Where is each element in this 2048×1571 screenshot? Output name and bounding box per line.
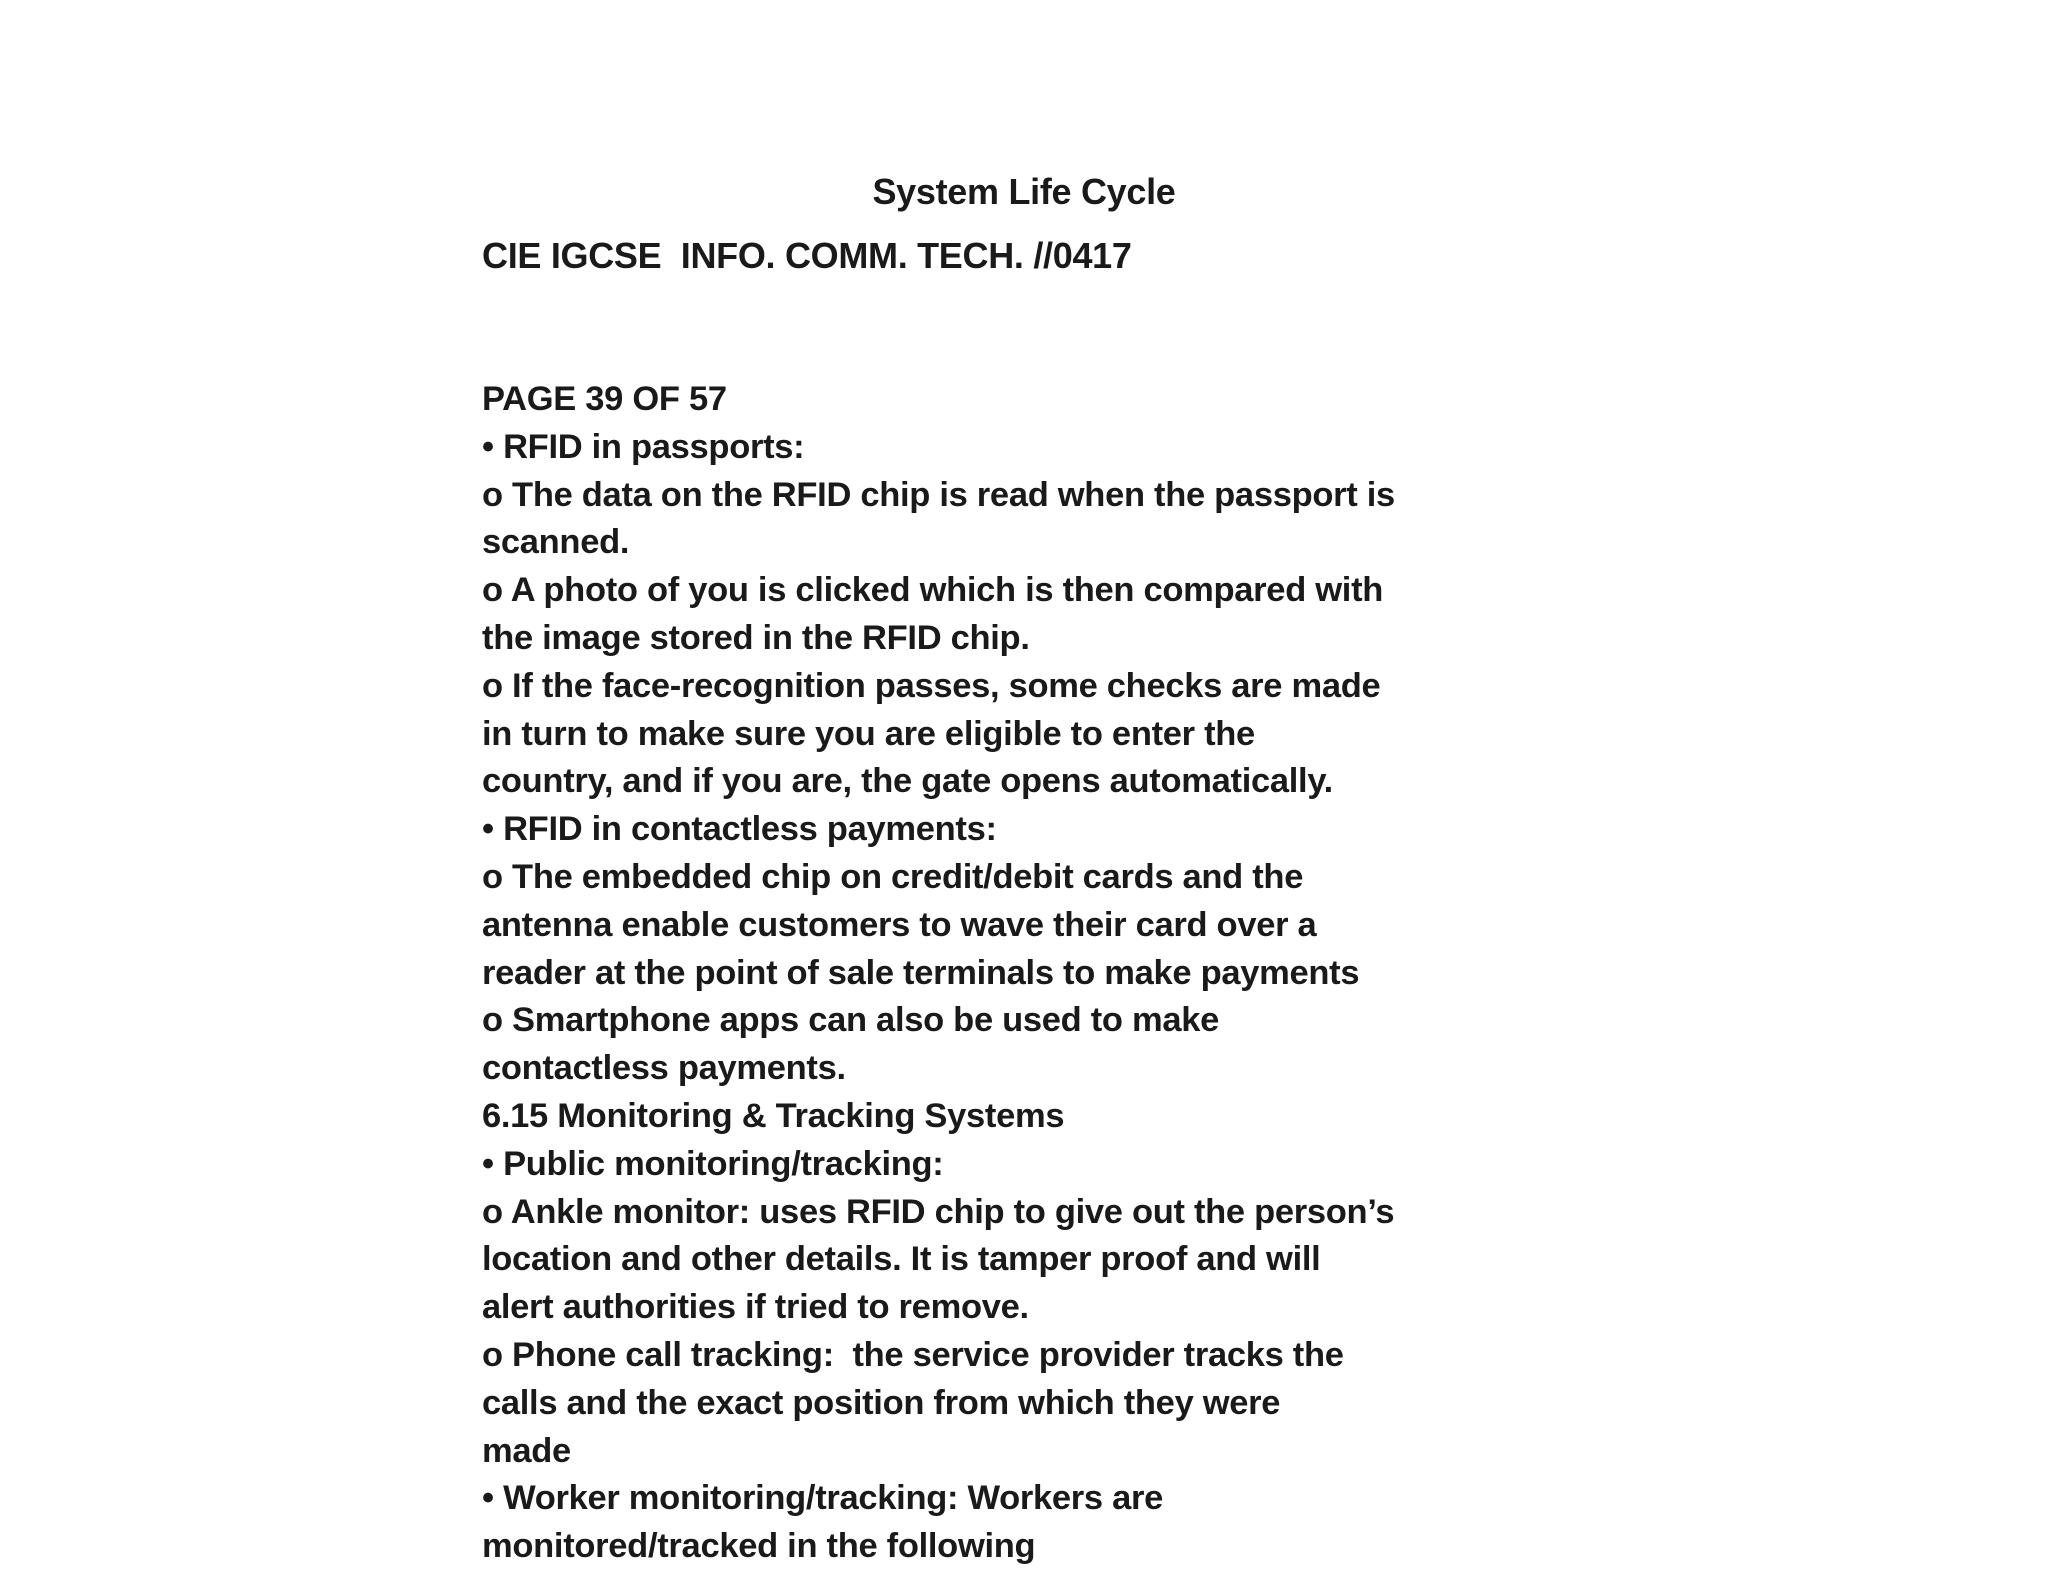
- section-heading: 6.15 Monitoring & Tracking Systems: [482, 1096, 1065, 1135]
- text-line: reader at the point of sale terminals to make payments: [482, 953, 1360, 992]
- text-line: country, and if you are, the gate opens automatically.: [482, 762, 1333, 801]
- text-line: o Smartphone apps can also be used to make: [482, 1001, 1220, 1040]
- text-line: • RFID in contactless payments:: [482, 810, 997, 849]
- text-line: location and other details. It is tamper proof and will: [482, 1240, 1321, 1279]
- text-line: alert authorities if tried to remove.: [482, 1288, 1029, 1327]
- text-line: o The embedded chip on credit/debit cards and the: [482, 857, 1304, 896]
- text-line: o If the face-recognition passes, some checks are made: [482, 666, 1381, 705]
- text-line: o Phone call tracking: the service provider tracks the: [482, 1335, 1344, 1374]
- course-header: CIE IGCSE INFO. COMM. TECH. //0417: [482, 235, 1132, 276]
- document-body: [482, 376, 1442, 1571]
- text-line: in turn to make sure you are eligible to enter the: [482, 714, 1255, 753]
- text-line: the image stored in the RFID chip.: [482, 618, 1030, 657]
- text-line: • Worker monitoring/tracking: Workers are: [482, 1479, 1164, 1518]
- text-line: o Ankle monitor: uses RFID chip to give out the person’s: [482, 1192, 1395, 1231]
- text-line: o The data on the RFID chip is read when the passport is: [482, 475, 1395, 514]
- text-line: • Public monitoring/tracking:: [482, 1144, 944, 1183]
- text-line: o A photo of you is clicked which is then compared with: [482, 571, 1384, 610]
- text-line: antenna enable customers to wave their card over a: [482, 905, 1317, 944]
- text-line: calls and the exact position from which they were: [482, 1383, 1281, 1422]
- text-line: • RFID in passports:: [482, 427, 805, 466]
- text-line: contactless payments.: [482, 1049, 846, 1088]
- page-title: System Life Cycle: [872, 171, 1176, 212]
- text-line: monitored/tracked in the following: [482, 1527, 1036, 1566]
- text-line: scanned.: [482, 523, 630, 562]
- page-number: PAGE 39 OF 57: [482, 380, 727, 418]
- text-line: made: [482, 1431, 571, 1470]
